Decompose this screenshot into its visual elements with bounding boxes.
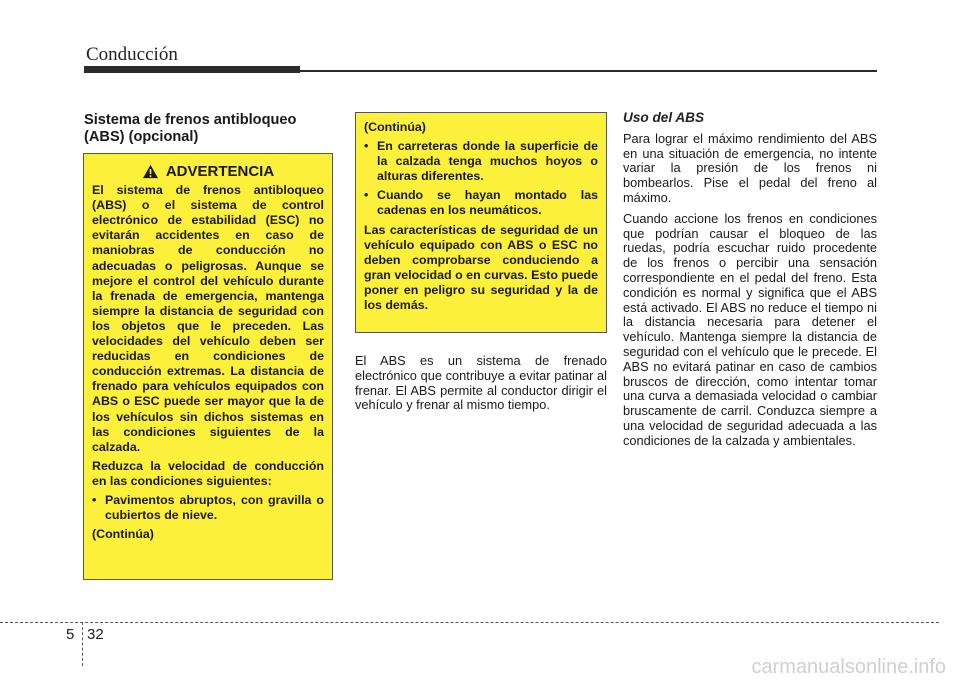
warning-paragraph: Las características de seguridad de un vehículo equipado con ABS o ESC no deben comprobarse conduciendo a gran velocidad o en curvas. Esto puede poner en peligro su seguridad y la de los demás. bbox=[364, 222, 598, 313]
body-paragraph: El ABS es un sistema de frenado electrónico que contribuye a evitar patinar al frenar. El ABS permite al conductor dirigir el vehículo y frenar al mismo tiempo. bbox=[355, 353, 607, 413]
body-paragraph: Para lograr el máximo rendimiento del ABS en una situación de emergencia, no intente variar la presión de los frenos ni bombearlos. Pise el pedal del freno al máximo. bbox=[623, 130, 877, 205]
warning-heading-text: ADVERTENCIA bbox=[165, 163, 275, 180]
header-rule bbox=[300, 70, 877, 72]
warning-paragraph: El sistema de frenos antibloqueo (ABS) o el sistema de control electrónico de estabilidad (ESC) no evitarán accidentes en caso de maniobras de conducción no adecuadas o peligrosas. Aunque se mejore el control del vehículo durante la frenada de emergencia, mantenga siempre la distancia de seguridad con los objetos que le preceden. Las velocidades del vehículo deben ser reducidas en condiciones de conducción extremas. La distancia de frenado para vehículos equipados con ABS o ESC puede ser mayor que la de los vehículos sin dichos sistemas en las condiciones siguientes de la calzada. bbox=[92, 183, 324, 454]
bullet-icon: • bbox=[92, 492, 97, 507]
watermark: carmanualsonline.info bbox=[751, 656, 946, 678]
subsection-title: Uso del ABS bbox=[623, 110, 705, 125]
warning-triangle-icon bbox=[142, 164, 159, 179]
bullet-icon: • bbox=[364, 188, 369, 203]
warning-list-item bbox=[92, 493, 324, 523]
warning-box-continued bbox=[355, 112, 607, 333]
warning-list-text: Pavimentos abruptos, con gravilla o cubiertos de nieve. bbox=[105, 492, 324, 523]
warning-list-item bbox=[364, 188, 598, 218]
bullet-icon: • bbox=[364, 139, 369, 154]
warning-list bbox=[364, 139, 598, 218]
abs-usage-section bbox=[623, 111, 877, 455]
warning-paragraph: Reduzca la velocidad de conducción en las condiciones siguientes: bbox=[92, 458, 324, 488]
footer-divider bbox=[82, 622, 83, 666]
continues-label: (Continúa) bbox=[92, 527, 154, 542]
continued-label: (Continúa) bbox=[364, 120, 426, 134]
warning-list bbox=[92, 493, 324, 523]
footer-rule bbox=[0, 622, 939, 623]
page-header-title: Conducción bbox=[86, 44, 178, 65]
section-title: Sistema de frenos antibloqueo (ABS) (opcional) bbox=[84, 112, 297, 145]
body-paragraph: Cuando accione los frenos en condiciones que podrían causar el bloqueo de las ruedas, podría escuchar ruido procedente de los frenos o percibir una sensación correspondiente en el pedal del freno. Esta condición es normal y significa que el ABS está activado. El ABS no reduce el tiempo ni la distancia necesaria para detener el vehículo. Mantenga siempre la distancia de seguridad con el vehículo que le precede. El ABS no evitará patinar en caso de cambios bruscos de dirección, como intentar tomar una curva a demasiada velocidad o cambiar bruscamente de carril. Conduzca siempre a una velocidad de seguridad adecuada a las condiciones de la calzada y ambientales. bbox=[623, 210, 877, 448]
chapter-number: 5 bbox=[66, 626, 75, 643]
warning-list-text: En carreteras donde la superficie de la calzada tenga muchos hoyos o alturas diferentes. bbox=[377, 139, 598, 184]
page-number: 32 bbox=[87, 626, 104, 643]
header-bar bbox=[84, 66, 300, 73]
warning-list-item bbox=[364, 139, 598, 184]
warning-box bbox=[83, 153, 333, 580]
warning-heading bbox=[92, 164, 324, 179]
warning-list-text: Cuando se hayan montado las cadenas en los neumáticos. bbox=[377, 188, 598, 218]
abs-intro bbox=[355, 354, 607, 419]
